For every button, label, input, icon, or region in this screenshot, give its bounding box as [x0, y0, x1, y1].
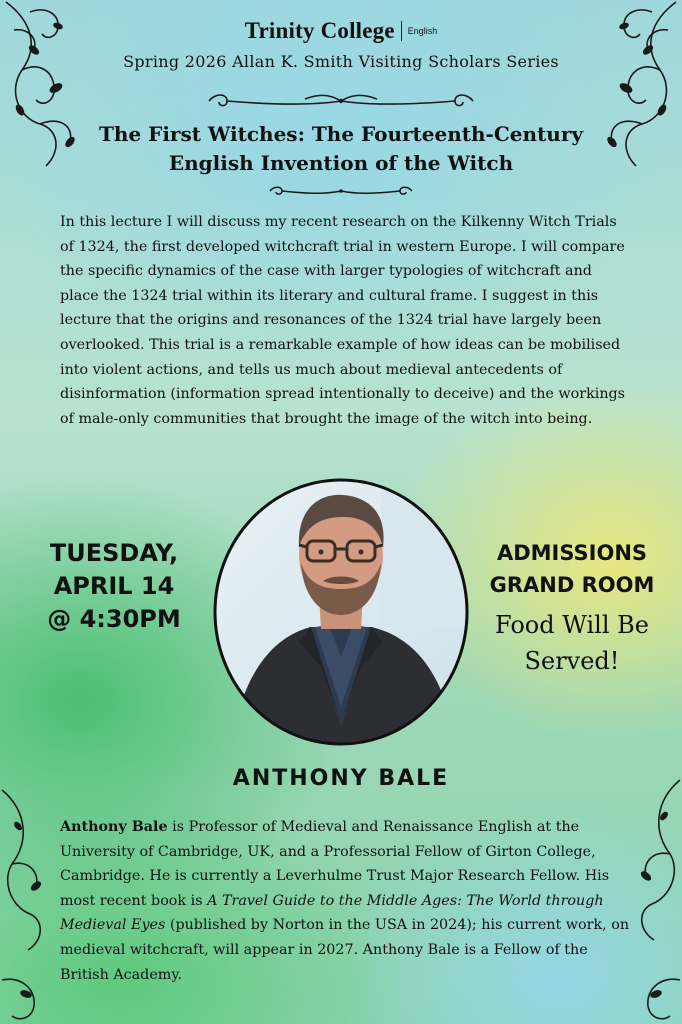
- college-header: [0, 18, 682, 44]
- speaker-portrait: [211, 477, 471, 747]
- event-day: TUESDAY,: [49, 539, 179, 567]
- scroll-divider-icon: [266, 184, 416, 198]
- floral-flourish-icon: [0, 780, 50, 1024]
- event-time: @ 4:30PM: [47, 605, 181, 633]
- event-date: APRIL 14: [53, 572, 175, 600]
- bio-speaker-name: Anthony Bale: [60, 819, 168, 835]
- food-line2: Served!: [524, 647, 620, 675]
- talk-abstract: [60, 210, 630, 431]
- food-note: [470, 607, 674, 679]
- speaker-bio: [60, 815, 630, 987]
- event-datetime: [24, 537, 204, 636]
- speaker-name: ANTHONY BALE: [232, 766, 450, 791]
- venue-line1: ADMISSIONS: [496, 541, 648, 565]
- scroll-divider-icon: [205, 91, 477, 111]
- bio-book-title: A Travel Guide to the Middle Ages: The World through Medieval Eyes: [60, 892, 604, 934]
- bio-text-part2: (published by Norton in the USA in 2024); his current work, on medieval witchcraft, will appear in 2027. Anthony Bale is a Fellow of the British Academy.: [60, 917, 630, 983]
- series-name: Spring 2026 Allan K. Smith Visiting Scholars Series: [123, 52, 559, 71]
- department-name: English: [407, 26, 438, 36]
- bio-paragraph: [60, 815, 630, 987]
- college-name: Trinity College: [244, 18, 395, 43]
- abstract-text: In this lecture I will discuss my recent research on the Kilkenny Witch Trials of 1324, the first developed witchcraft trial in western Europe. I will compare the specific dynamics of the case with larger typologies of witchcraft and place the 1324 trial within its literary and cultural frame. I suggest in this lecture that the origins and resonances of the 1324 trial have largely been overlooked. This trial is a remarkable example of how ideas can be mobilised into violent actions, and tells us much about medieval antecedents of disinformation (information spread intentionally to deceive) and the workings of male-only communities that brought the image of the witch into being.: [60, 214, 626, 427]
- floral-flourish-icon: [632, 770, 682, 1024]
- top-divider: [0, 91, 682, 111]
- talk-title-line2: English Invention of the Witch: [168, 151, 514, 175]
- event-venue: [470, 537, 674, 679]
- food-line1: Food Will Be: [495, 611, 649, 639]
- talk-title: [40, 120, 642, 178]
- header-separator: [401, 21, 402, 41]
- bio-text-part1: is Professor of Medieval and Renaissance English at the University of Cambridge, UK, and a Professorial Fellow of Girton College, Cambridge. He is currently a Leverhulme Trust Major Research Fellow. His most recent book is: [60, 819, 610, 909]
- title-divider: [0, 184, 682, 198]
- venue-line2: GRAND ROOM: [489, 573, 655, 597]
- talk-title-line1: The First Witches: The Fourteenth-Century: [99, 122, 583, 146]
